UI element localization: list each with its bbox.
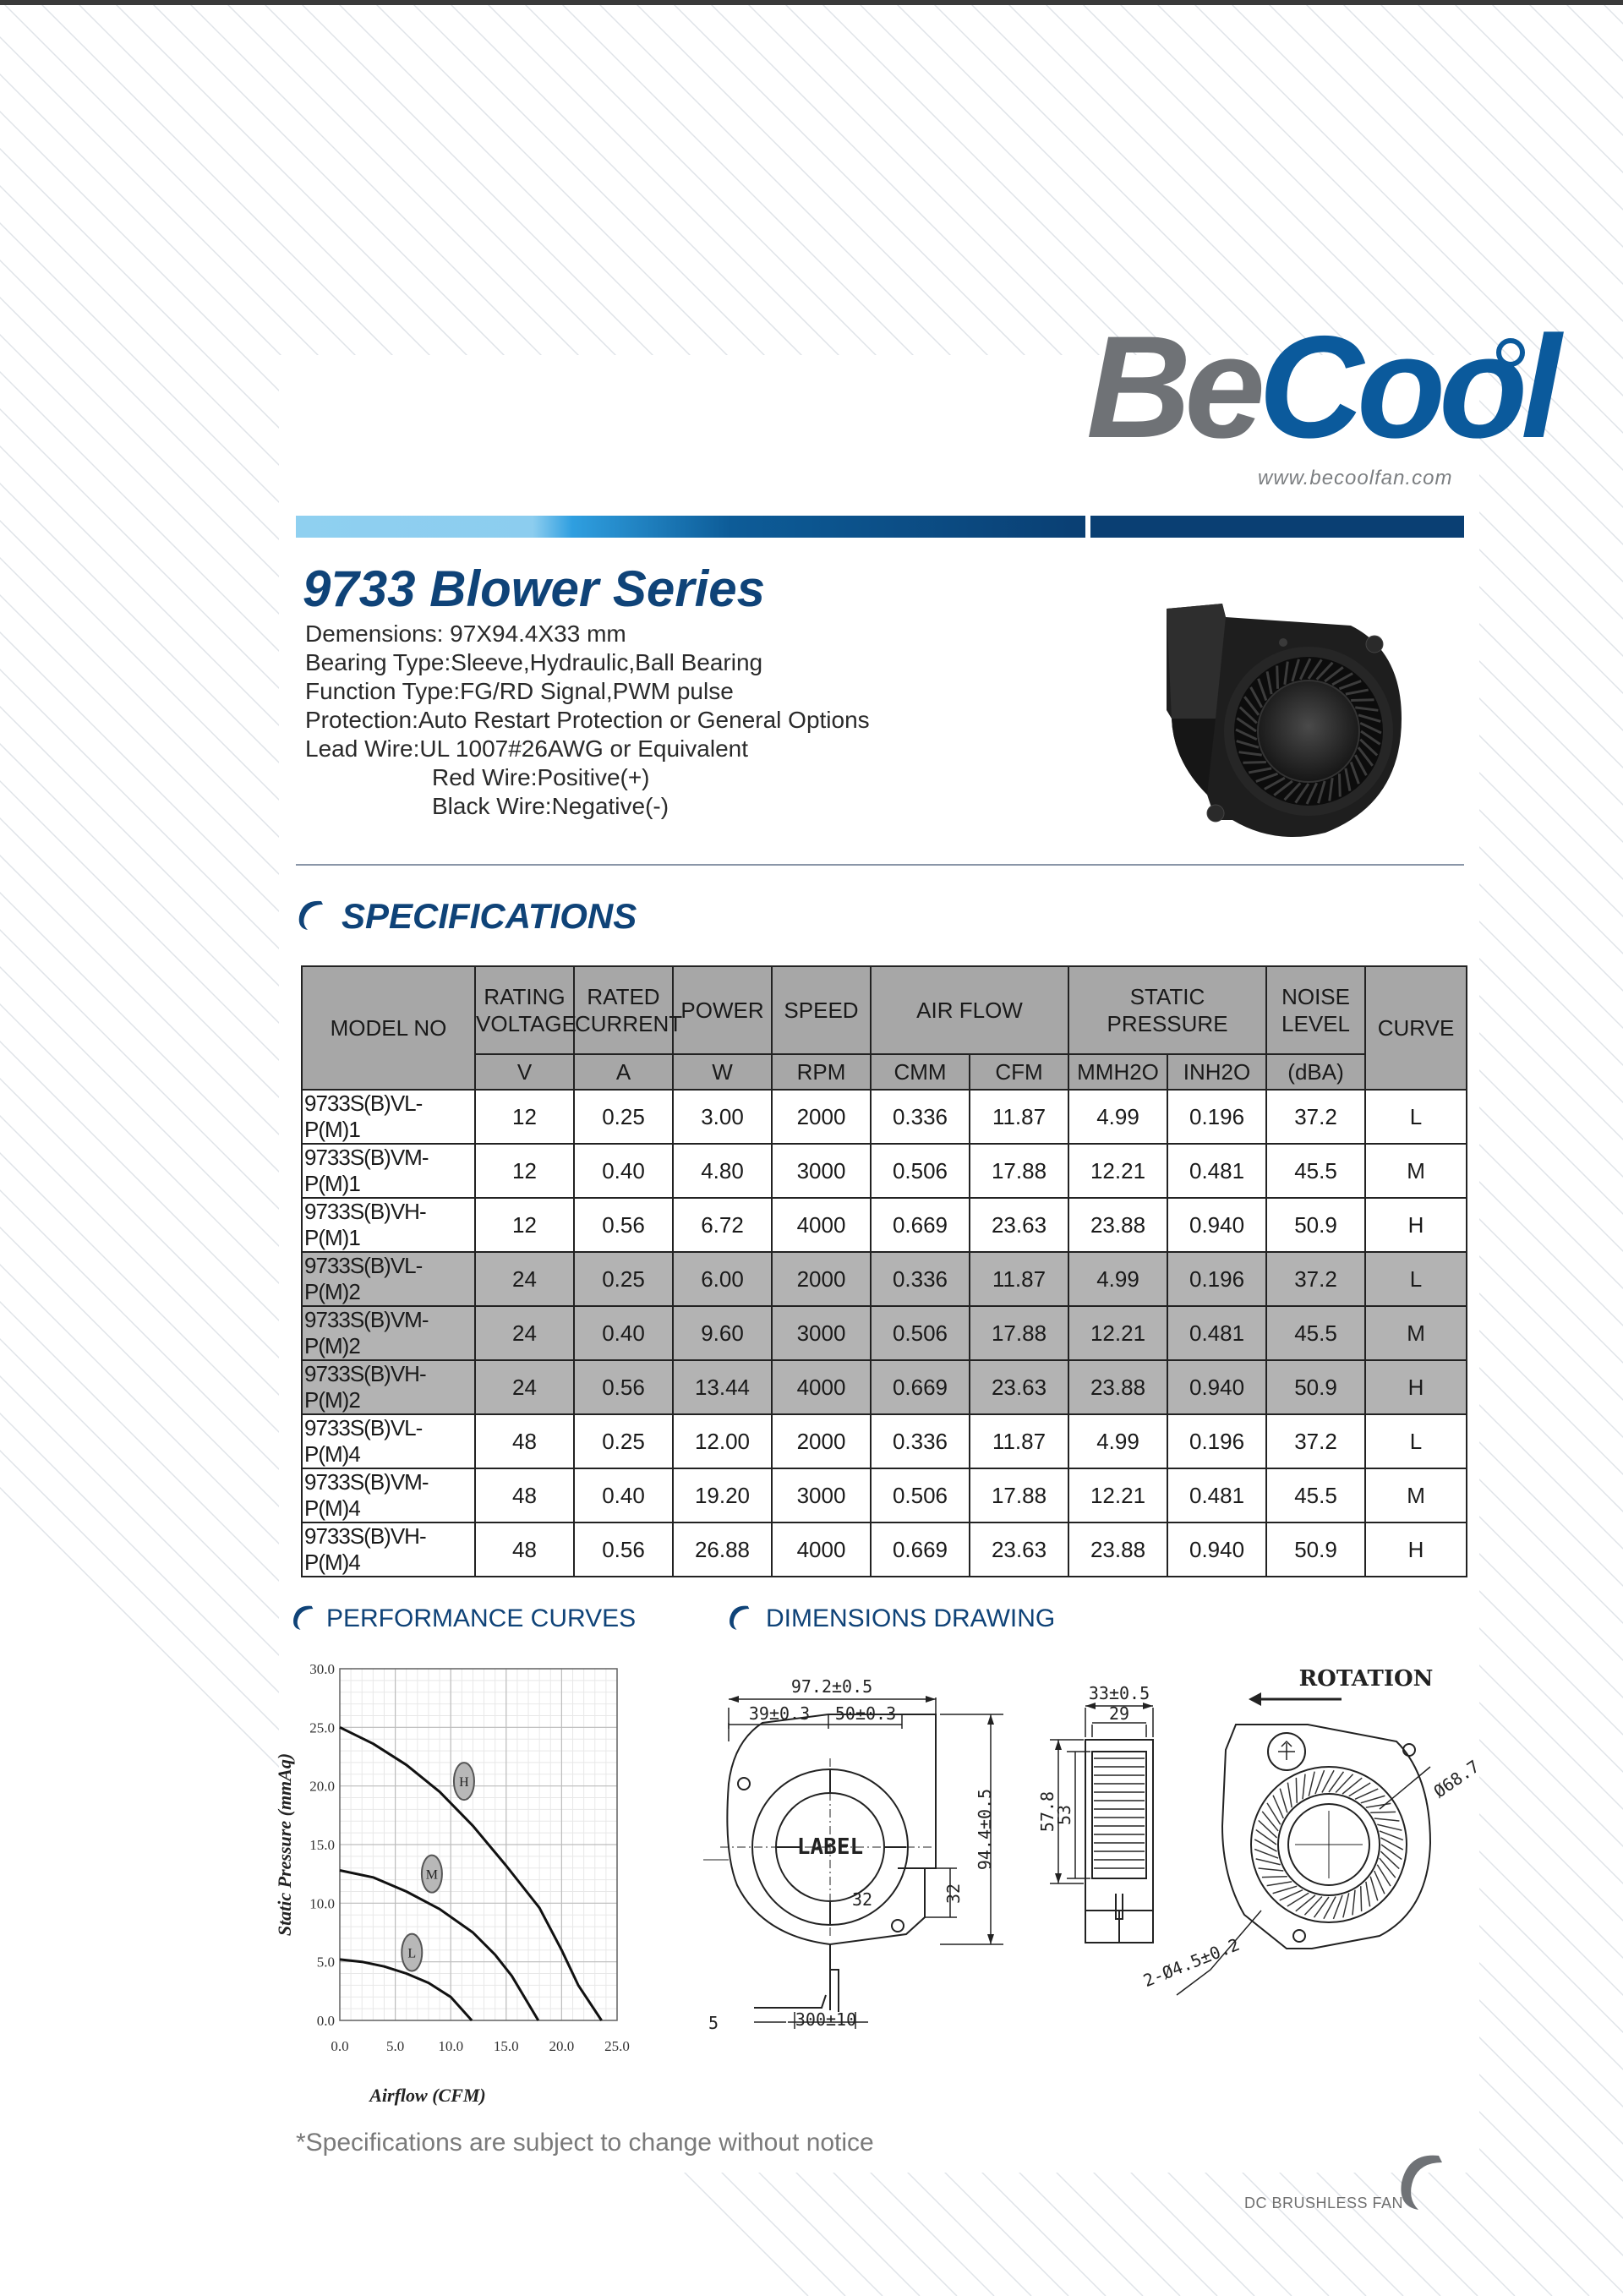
curve-label: L (407, 1946, 417, 1961)
table-cell: 2000 (772, 1252, 871, 1306)
footer-swoosh-icon (1396, 2151, 1444, 2211)
x-tick-label: 20.0 (549, 2038, 575, 2054)
x-tick-label: 5.0 (385, 2038, 405, 2054)
table-cell: 24 (475, 1360, 574, 1414)
table-row (302, 1468, 1467, 1522)
swoosh-icon (291, 1603, 314, 1632)
dim-lead-length: 300±10 (795, 2009, 857, 2030)
logo-be: Be (1086, 306, 1259, 468)
table-cell: 23.88 (1068, 1522, 1167, 1577)
table-cell: 23.88 (1068, 1198, 1167, 1252)
table-cell: 0.940 (1167, 1360, 1266, 1414)
table-cell: 0.25 (574, 1252, 673, 1306)
table-cell: L (1365, 1414, 1467, 1468)
dim-thickness: 33±0.5 (1088, 1683, 1150, 1703)
x-tick-label: 15.0 (493, 2038, 519, 2054)
table-cell: 0.336 (871, 1414, 970, 1468)
brand-logo (1086, 306, 1555, 468)
y-tick-label: 0.0 (316, 2013, 335, 2029)
model-cell: 9733S(B)VL-P(M)4 (302, 1414, 475, 1468)
table-cell: 50.9 (1266, 1360, 1365, 1414)
table-cell: 0.40 (574, 1144, 673, 1198)
table-cell: H (1365, 1198, 1467, 1252)
table-cell: L (1365, 1090, 1467, 1144)
y-tick-label: 10.0 (309, 1895, 335, 1912)
header-noise: NOISE LEVEL (1266, 966, 1365, 1054)
y-tick-label: 20.0 (309, 1778, 335, 1795)
table-cell: 4.99 (1068, 1090, 1167, 1144)
desc-lead-wire: Lead Wire:UL 1007#26AWG or Equivalent (305, 735, 748, 762)
table-cell: H (1365, 1360, 1467, 1414)
y-tick-label: 25.0 (309, 1719, 335, 1736)
table-cell: H (1365, 1522, 1467, 1577)
table-cell: 3.00 (673, 1090, 772, 1144)
y-axis-label: Static Pressure (mmAq) (274, 1752, 295, 1937)
table-cell: 12 (475, 1198, 574, 1252)
desc-dimensions: Demensions: 97X94.4X33 mm (305, 620, 626, 647)
curve-label: M (425, 1867, 439, 1883)
unit-cell: CMM (871, 1054, 970, 1090)
model-cell: 9733S(B)VM-P(M)4 (302, 1468, 475, 1522)
table-cell: 4.99 (1068, 1252, 1167, 1306)
header-power: POWER (673, 966, 772, 1054)
table-cell: M (1365, 1468, 1467, 1522)
unit-cell: RPM (772, 1054, 871, 1090)
table-cell: 9.60 (673, 1306, 772, 1360)
table-cell: 0.481 (1167, 1306, 1266, 1360)
model-cell: 9733S(B)VH-P(M)4 (302, 1522, 475, 1577)
footer-tagline: DC BRUSHLESS FAN (1244, 2195, 1404, 2211)
table-cell: 6.72 (673, 1198, 772, 1252)
table-cell: 0.669 (871, 1360, 970, 1414)
dim-height: 94.4±0.5 (975, 1788, 995, 1871)
logo-degree-mark (1496, 338, 1525, 367)
table-cell: 0.481 (1167, 1468, 1266, 1522)
header-voltage: RATING VOLTAGE (475, 966, 574, 1054)
table-cell: 12.21 (1068, 1468, 1167, 1522)
table-cell: 23.63 (970, 1360, 1068, 1414)
specifications-title: SPECIFICATIONS (342, 896, 637, 936)
model-cell: 9733S(B)VL-P(M)1 (302, 1090, 475, 1144)
table-cell: 2000 (772, 1090, 871, 1144)
header-model: MODEL NO (302, 966, 475, 1090)
table-cell: 48 (475, 1468, 574, 1522)
product-title: 9733 Blower Series (303, 560, 766, 617)
table-cell: 11.87 (970, 1252, 1068, 1306)
table-cell: 12 (475, 1144, 574, 1198)
table-row (302, 1414, 1467, 1468)
table-cell: 17.88 (970, 1306, 1068, 1360)
header-pressure: STATIC PRESSURE (1068, 966, 1266, 1054)
table-cell: 12 (475, 1090, 574, 1144)
x-tick-label: 10.0 (438, 2038, 464, 2054)
desc-function: Function Type:FG/RD Signal,PWM pulse (305, 678, 734, 704)
table-cell: 0.506 (871, 1306, 970, 1360)
dim-outlet-small: 32 (851, 1889, 873, 1910)
table-cell: 0.196 (1167, 1090, 1266, 1144)
table-cell: 23.63 (970, 1198, 1068, 1252)
y-tick-label: 30.0 (309, 1661, 335, 1677)
table-cell: 13.44 (673, 1360, 772, 1414)
table-cell: 24 (475, 1306, 574, 1360)
table-cell: 45.5 (1266, 1306, 1365, 1360)
table-cell: 0.40 (574, 1306, 673, 1360)
table-cell: 0.940 (1167, 1522, 1266, 1577)
y-tick-label: 5.0 (316, 1954, 335, 1971)
label-text: LABEL (796, 1834, 864, 1860)
unit-cell: V (475, 1054, 574, 1090)
dim-left-half: 39±0.3 (748, 1703, 811, 1724)
x-axis-label: Airflow (CFM) (369, 2085, 486, 2106)
model-cell: 9733S(B)VM-P(M)2 (302, 1306, 475, 1360)
table-cell: 26.88 (673, 1522, 772, 1577)
specifications-table (301, 965, 1467, 1577)
table-cell: 45.5 (1266, 1468, 1365, 1522)
table-row (302, 1090, 1467, 1144)
table-cell: 0.481 (1167, 1144, 1266, 1198)
dimensions-drawing-title: DIMENSIONS DRAWING (766, 1604, 1056, 1632)
table-cell: 0.669 (871, 1198, 970, 1252)
table-cell: 4000 (772, 1522, 871, 1577)
table-row (302, 1252, 1467, 1306)
top-border (0, 0, 1623, 5)
table-cell: 0.196 (1167, 1252, 1266, 1306)
table-cell: 0.506 (871, 1144, 970, 1198)
dimensions-drawing (703, 1657, 1515, 2046)
table-cell: 3000 (772, 1144, 871, 1198)
table-cell: 0.40 (574, 1468, 673, 1522)
model-cell: 9733S(B)VH-P(M)2 (302, 1360, 475, 1414)
header-speed: SPEED (772, 966, 871, 1054)
table-cell: 4.99 (1068, 1414, 1167, 1468)
dim-overall-width: 97.2±0.5 (790, 1676, 873, 1697)
table-cell: 17.88 (970, 1144, 1068, 1198)
rotation-label: ROTATION (1298, 1666, 1434, 1692)
model-cell: 9733S(B)VH-P(M)1 (302, 1198, 475, 1252)
table-cell: 45.5 (1266, 1144, 1365, 1198)
unit-cell: (dBA) (1266, 1054, 1365, 1090)
table-cell: 48 (475, 1414, 574, 1468)
model-cell: 9733S(B)VL-P(M)2 (302, 1252, 475, 1306)
swoosh-icon (727, 1603, 751, 1632)
table-cell: M (1365, 1306, 1467, 1360)
table-cell: 11.87 (970, 1414, 1068, 1468)
desc-black-wire: Black Wire:Negative(-) (432, 793, 669, 819)
table-cell: 0.336 (871, 1090, 970, 1144)
table-cell: 17.88 (970, 1468, 1068, 1522)
table-cell: 12.21 (1068, 1144, 1167, 1198)
table-cell: M (1365, 1144, 1467, 1198)
table-cell: 0.940 (1167, 1198, 1266, 1252)
unit-cell: MMH2O (1068, 1054, 1167, 1090)
swoosh-icon (296, 898, 325, 932)
table-cell: 2000 (772, 1414, 871, 1468)
table-row (302, 1198, 1467, 1252)
table-cell: 0.669 (871, 1522, 970, 1577)
desc-protection: Protection:Auto Restart Protection or General Options (305, 707, 870, 733)
table-cell: 50.9 (1266, 1198, 1365, 1252)
unit-cell: A (574, 1054, 673, 1090)
table-cell: 0.506 (871, 1468, 970, 1522)
table-cell: 19.20 (673, 1468, 772, 1522)
table-cell: 11.87 (970, 1090, 1068, 1144)
table-cell: 12.00 (673, 1414, 772, 1468)
unit-cell: CFM (970, 1054, 1068, 1090)
dim-lead-strip: 5 (708, 2013, 719, 2033)
model-cell: 9733S(B)VM-P(M)1 (302, 1144, 475, 1198)
curve-label: H (459, 1775, 469, 1790)
unit-cell: W (673, 1054, 772, 1090)
table-row (302, 1306, 1467, 1360)
performance-curves-title: PERFORMANCE CURVES (326, 1604, 637, 1632)
header-current: RATED CURRENT (574, 966, 673, 1054)
table-cell: 37.2 (1266, 1090, 1365, 1144)
fan-photo (1156, 592, 1410, 845)
dim-right-half: 50±0.3 (834, 1703, 897, 1724)
table-cell: 3000 (772, 1468, 871, 1522)
performance-chart (269, 1657, 641, 2113)
table-row (302, 1144, 1467, 1198)
dim-side-height-2: 53 (1054, 1804, 1074, 1826)
table-cell: 37.2 (1266, 1252, 1365, 1306)
table-cell: 0.196 (1167, 1414, 1266, 1468)
header-curve: CURVE (1365, 966, 1467, 1090)
curve-M (340, 1871, 538, 2021)
disclaimer-note: *Specifications are subject to change without notice (296, 2129, 874, 2157)
table-cell: 37.2 (1266, 1414, 1365, 1468)
y-tick-label: 15.0 (309, 1837, 335, 1853)
table-cell: 6.00 (673, 1252, 772, 1306)
table-cell: L (1365, 1252, 1467, 1306)
table-cell: 0.25 (574, 1414, 673, 1468)
table-cell: 0.25 (574, 1090, 673, 1144)
table-cell: 4000 (772, 1360, 871, 1414)
website-url[interactable]: www.becoolfan.com (1258, 467, 1453, 489)
x-tick-label: 25.0 (604, 2038, 630, 2054)
table-cell: 0.56 (574, 1522, 673, 1577)
table-cell: 0.336 (871, 1252, 970, 1306)
header-airflow: AIR FLOW (871, 966, 1068, 1054)
table-cell: 24 (475, 1252, 574, 1306)
table-cell: 48 (475, 1522, 574, 1577)
logo-cool: Cool (1258, 306, 1555, 468)
table-row (302, 1360, 1467, 1414)
header-solid-bar (1090, 516, 1464, 538)
table-cell: 4000 (772, 1198, 871, 1252)
table-row (302, 1522, 1467, 1577)
unit-cell: INH2O (1167, 1054, 1266, 1090)
x-tick-label: 0.0 (331, 2038, 349, 2054)
dim-mount-holes: 2-Ø4.5±0.2 (1140, 1933, 1243, 1992)
section-divider (296, 864, 1464, 866)
dim-outlet: 32 (943, 1883, 964, 1905)
table-cell: 23.88 (1068, 1360, 1167, 1414)
table-cell: 0.56 (574, 1198, 673, 1252)
table-cell: 12.21 (1068, 1306, 1167, 1360)
table-cell: 4.80 (673, 1144, 772, 1198)
table-cell: 3000 (772, 1306, 871, 1360)
table-cell: 0.56 (574, 1360, 673, 1414)
dim-side-height-1: 57.8 (1037, 1790, 1057, 1833)
dim-inner-thickness: 29 (1108, 1703, 1130, 1724)
desc-red-wire: Red Wire:Positive(+) (432, 764, 650, 790)
dim-impeller-diameter: Ø68.7 (1429, 1756, 1484, 1802)
table-cell: 50.9 (1266, 1522, 1365, 1577)
desc-bearing: Bearing Type:Sleeve,Hydraulic,Ball Bearing (305, 649, 763, 675)
table-cell: 23.63 (970, 1522, 1068, 1577)
header-gradient-bar (296, 516, 1085, 538)
